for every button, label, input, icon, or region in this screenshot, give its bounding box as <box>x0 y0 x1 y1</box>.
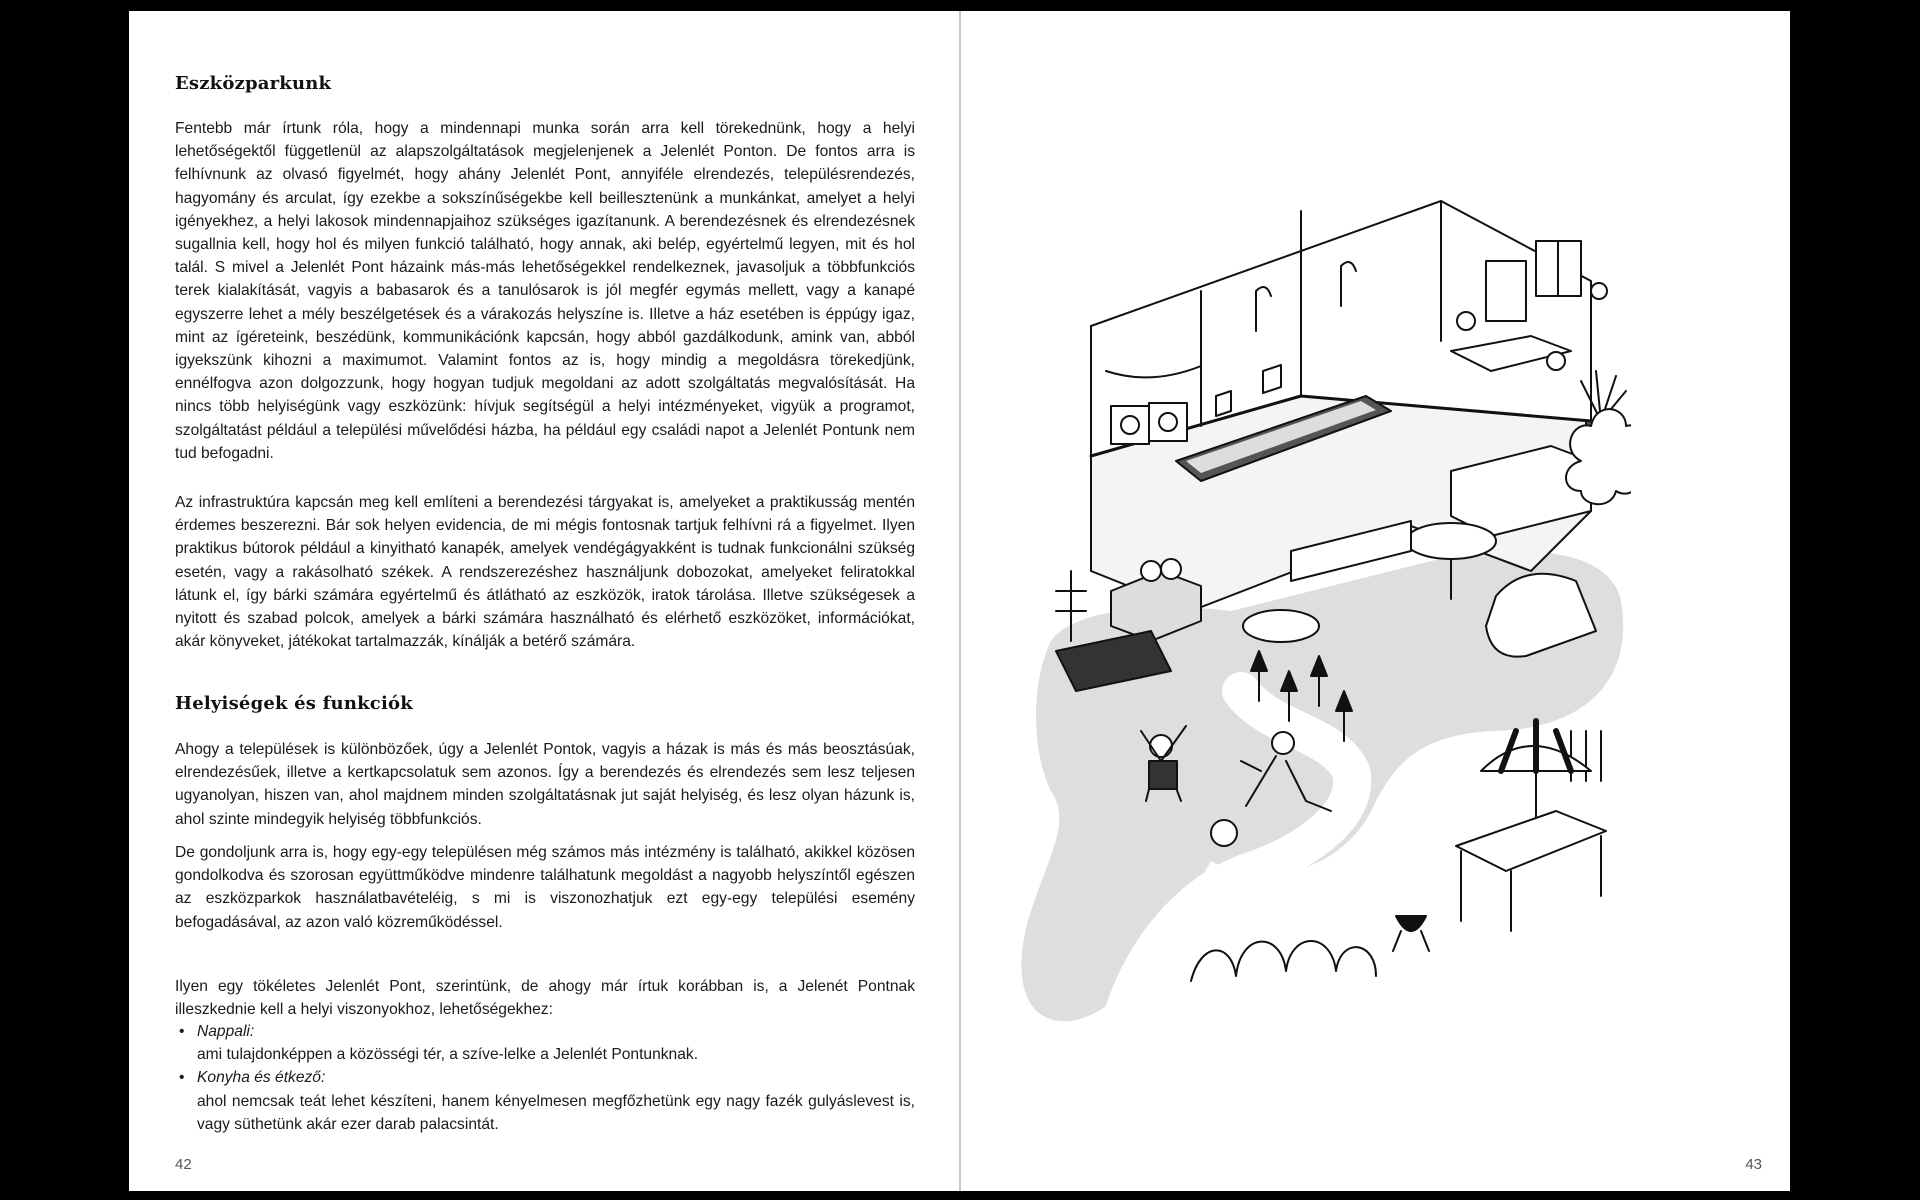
section-heading-helyisegek: Helyiségek és funkciók <box>175 693 413 714</box>
bookshelf <box>1486 261 1526 321</box>
section-heading-eszkozparkunk: Eszközparkunk <box>175 73 332 94</box>
paragraph: De gondoljunk arra is, hogy egy-egy településen még számos más intézmény is található, akikkel közösen gondolkodva és szorosan együttműködve mindenre találhatunk megoldást a nagyobb helyszíntől egészen az eszközparkok használatbavételéig, s mi is viszonozhatjuk ezt egy-egy települési esemény befogadásával, az azon való közreműködéssel. <box>175 844 915 931</box>
laundry-line <box>1106 366 1201 377</box>
house-wall-back <box>1091 201 1441 341</box>
page-number: 43 <box>1745 1156 1762 1173</box>
list-item <box>175 1066 915 1136</box>
person-at-desk <box>1457 312 1475 330</box>
right-page <box>961 11 1790 1191</box>
left-page <box>129 11 959 1191</box>
list-item-text: ami tulajdonképpen a közösségi tér, a szíve-lelke a Jelenlét Pontunknak. <box>197 1046 699 1064</box>
round-rug <box>1243 610 1319 642</box>
paragraph: Ahogy a települések is különbözőek, úgy a Jelenlét Pontok, vagyis a házak is más és más beosztásúak, elrendezésűek, illetve a kertkapcsolatuk sem azonos. Így a berendezés és elrendezés sem lesz teljesen ugyanolyan, hiszen van, ahol majdnem minden szolgáltatásnak jut saját helyiség, és lesz olyan házunk is, ahol szinte mindegyik helyiség többfunkciós. <box>175 741 915 828</box>
dining-table <box>1406 523 1496 559</box>
wall-clock <box>1591 283 1607 299</box>
person-on-sofa <box>1141 561 1161 581</box>
list-item-title: • Nappali: <box>197 1023 255 1040</box>
soccer-ball <box>1211 820 1237 846</box>
paragraph: Az infrastruktúra kapcsán meg kell említeni a berendezési tárgyakat is, amelyeket a praktikusság mentén érdemes beszerezni. Bár sok helyen evidencia, de mi mégis fontosnak tartjuk felhívni rá a figyelmet. Ilyen praktikus bútorok például a kinyitható kanapék, amelyek vendégágyakként is tudnak funkcionálni szükség esetén, vagy a rakásolható székek. A rendszerezéshez használjunk dobozokat, amelyeket feliratokkal látunk el, így bárki számára egyértelmű és átlátható az eszközök, iratok tárolása. Illetve szükségesek a nyitott és szabad polcok, amelyek a bárki számára használható és elérhető eszközöket, információkat, akár könyveket, játékokat tartalmazzák, kínálják a betérő számára. <box>175 494 915 651</box>
washing-machine <box>1111 406 1149 444</box>
child <box>1272 732 1294 754</box>
room-list <box>175 1020 915 1136</box>
list-item-title: • Konyha és étkező: <box>197 1069 326 1087</box>
toilet <box>1216 391 1231 416</box>
isometric-house-illustration <box>1011 171 1631 1041</box>
child <box>1150 735 1172 757</box>
paragraph: Ilyen egy tökéletes Jelenlét Pont, szerintünk, de ahogy már írtuk korábban is, a Jelenét Pontnak illeszkednie kell a helyi viszonyokhoz, lehetőségekhez: <box>175 978 915 1019</box>
bush-outline <box>1191 941 1376 981</box>
page-number: 42 <box>175 1156 192 1173</box>
list-item <box>175 1020 915 1066</box>
list-item-text: ahol nemcsak teát lehet készíteni, hanem kényelmesen megfőzhetünk egy nagy fazék gulyáslevest is, vagy süthetünk akár ezer darab palacsintát. <box>197 1092 915 1133</box>
garden-table <box>1456 811 1606 871</box>
grill <box>1396 916 1426 931</box>
paragraph: Fentebb már írtunk róla, hogy a mindennapi munka során arra kell törekednünk, hogy a helyi lehetőségektől függetlenül az alapszolgáltatások megjelenjenek a Jelenlét Ponton. De fontos arra is felhívnunk az olvasó figyelmét, hogy ahány Jelenlét Pont, annyiféle elrendezés, településrendezés, hagyomány és arculat, így ezekbe a sokszínűségekbe kell beillesztenünk a munkánkat, amelyet a helyi igényekhez, a helyi lakosok mindennapjaihoz szükséges igazítanunk. A berendezésnek és elrendezésnek sugallnia kell, hogy hol és milyen funkció található, hogy annak, aki belép, egyértelmű legyen, mit és hol talál. S mivel a Jelenlét Pont házaink más-más lehetőségekkel rendelkeznek, javasoljuk a többfunkciós terek kialakítását, vagyis a babasarok és a tanulósarok is jól megfér egymás mellett, vagy a kanapé egyszerre lehet a mély beszélgetések és a várakozás helyszíne is. Illetve a ház esetében is éppúgy igaz, mint az ígéreteink, beszédünk, kommunikációnk kapcsán, hogy abból gazdálkodunk, amink van, abból igyekszünk kihozni a maximumot. Valamint fontos az is, hogy mindig a megoldásra törekedjünk, ennélfogva azon dolgozzunk, hogy hogyan tudjuk megoldani az adott szolgáltatás megvalósítását. Ha nincs több helyiségünk vagy eszközünk: hívjuk segítségül a helyi intézményeket, vigyük a programot, szolgáltatást például a települési művelődési házba, ha például egy családi napot a Jelenlét Pontunk nem tud befogadni. <box>175 120 915 462</box>
